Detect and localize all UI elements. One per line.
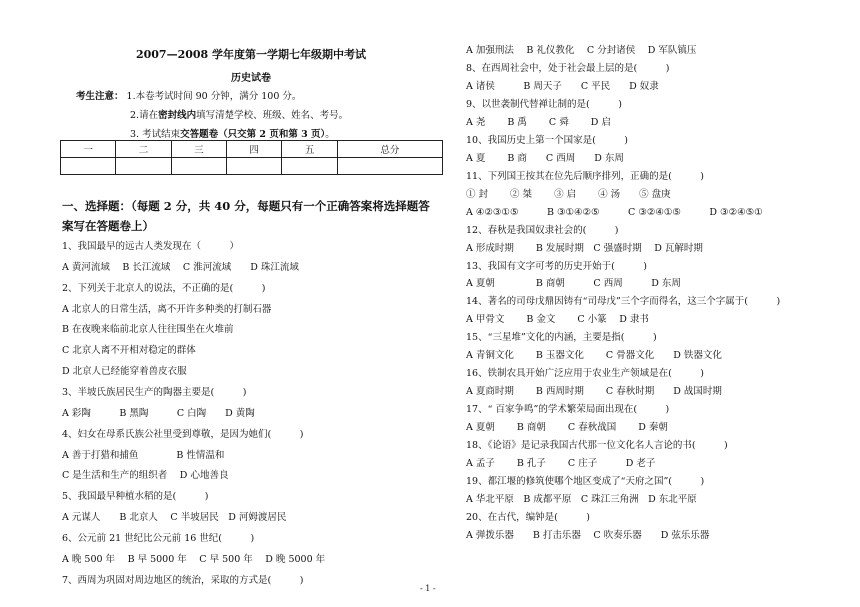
score-blank-cell (282, 158, 337, 175)
score-table-header-row (61, 141, 443, 158)
question-line: 13、我国有文字可考的历史开始于( ) (466, 260, 648, 272)
question-line: A 甲骨文 B 金文 C 小篆 D 隶书 (466, 314, 649, 326)
note-3-text-a: 3. 考试结束 (130, 129, 181, 140)
question-line: A 彩陶 B 黑陶 C 白陶 D 黄陶 (62, 407, 255, 419)
question-line: A 孟子 B 孔子 C 庄子 D 老子 (466, 458, 656, 470)
question-line: A 元谋人 B 北京人 C 半坡居民 D 河姆渡居民 (62, 512, 287, 524)
question-line: A 加强刑法 B 礼仪教化 C 分封诸侯 D 军队镇压 (466, 45, 697, 56)
question-line: A 弹拨乐器 B 打击乐器 C 吹奏乐器 D 弦乐乐器 (466, 529, 710, 541)
question-line: 9、以世袭制代替禅让制的是( ) (466, 98, 622, 110)
question-line: 7、西周为巩固对周边地区的统治，采取的方式是( ) (62, 574, 304, 586)
question-line: 16、铁制农具开始广泛应用于农业生产领域是在( ) (466, 368, 705, 380)
score-header-cell: 五 (282, 141, 337, 158)
question-line: 3、半坡氏族居民生产的陶器主要是( ) (62, 386, 247, 398)
question-line: A 华北平原 B 成都平原 C 珠江三角洲 D 东北平原 (466, 494, 697, 505)
question-line: B 在夜晚来临前北京人往往围坐在火堆前 (62, 324, 234, 336)
question-line: ① 封 ② 桀 ③ 启 ④ 汤 ⑤ 盘庚 (466, 188, 671, 200)
note-1-text: 1.本卷考试时间 90 分钟，满分 100 分。 (126, 91, 302, 102)
question-line: 10、我国历史上第一个国家是( ) (466, 134, 629, 146)
note-3-text-c: 。 (325, 129, 335, 140)
question-line: 11、下列国王按其在位先后顺序排列，正确的是( ) (466, 170, 705, 182)
question-line: 18、《论语》是记录我国古代那一位文化名人言论的书( ) (466, 440, 728, 452)
question-line: A 北京人的日常生活，离不开许多种类的打制石器 (62, 303, 272, 315)
question-line: 4、妇女在母系氏族公社里受到尊敬，是因为她们( ) (62, 428, 304, 440)
question-line: D 北京人已经能穿着兽皮衣服 (62, 366, 187, 378)
question-line: A 黄河流域 B 长江流域 C 淮河流域 D 珠江流域 (62, 261, 299, 273)
score-header-cell: 一 (61, 141, 116, 158)
question-line: A 尧 B 禹 C 舜 D 启 (466, 116, 611, 128)
question-line: A 形成时期 B 发展时期 C 强盛时期 D 瓦解时期 (466, 242, 703, 254)
exam-note-1 (76, 88, 301, 102)
question-line: 8、在西周社会中，处于社会最上层的是( ) (466, 62, 670, 74)
score-table-blank-row (61, 158, 443, 175)
question-line: 5、我国最早种植水稻的是( ) (62, 491, 209, 503)
question-line: A ④②③①⑤ B ③①④②⑤ C ③②④①⑤ D ③②④⑤① (466, 206, 763, 218)
question-line: A 晚 500 年 B 早 5000 年 C 早 500 年 D 晚 5000 年 (62, 553, 326, 565)
score-header-cell: 四 (226, 141, 281, 158)
question-line: A 夏朝 B 商朝 C 春秋战国 D 秦朝 (466, 422, 668, 434)
score-table (60, 140, 443, 175)
note-2-text-b: 密封线内 (158, 110, 197, 121)
score-blank-cell (226, 158, 281, 175)
question-line: 1、我国最早的远古人类发现在（ ） (62, 241, 240, 252)
question-line: 15、“三星堆”文化的内涵，主要是指( ) (466, 332, 657, 344)
score-blank-cell (171, 158, 226, 175)
exam-title: 2007—2008 学年度第一学期七年级期中考试 (135, 48, 367, 61)
question-line: C 是生活和生产的组织者 D 心地善良 (62, 470, 229, 482)
score-header-cell: 总分 (337, 141, 442, 158)
notes-label: 考生注意： (76, 91, 124, 102)
note-2-text-a: 2.请在 (130, 110, 159, 121)
question-line: 6、公元前 21 世纪比公元前 16 世纪( ) (62, 532, 255, 544)
exam-subtitle: 历史试卷 (231, 73, 271, 84)
question-line: 14、著名的司母戊鼎因铸有“司母戊”三个字而得名，这三个字属于( ) (466, 296, 781, 308)
section-heading: 一、选择题：（每题 2 分，共 40 分，每题只有一个正确答案将选择题答案写在答题卷上） (62, 199, 430, 233)
question-line: 17、“ 百家争鸣”的学术繁荣局面出现在( ) (466, 404, 670, 416)
score-blank-cell (337, 158, 442, 175)
exam-note-2 (130, 107, 348, 121)
question-line: 19、都江堰的修筑使哪个地区变成了“天府之国”( ) (466, 476, 705, 488)
question-line: C 北京人离不开相对稳定的群体 (62, 345, 196, 357)
question-line: 20、在古代，编钟是( ) (466, 511, 591, 523)
score-blank-cell (116, 158, 171, 175)
question-line: A 诸侯 B 周天子 C 平民 D 奴隶 (466, 80, 659, 92)
exam-note-3 (130, 126, 335, 140)
note-3-text-b: 交答题卷（只交第 2 页和第 3 页） (180, 129, 326, 140)
question-line: A 夏朝 B 商朝 C 西周 D 东周 (466, 278, 681, 290)
note-2-text-c: 填写清楚学校、班级、姓名、考号。 (196, 110, 349, 121)
question-line: A 青铜文化 B 玉器文化 C 骨器文化 D 铁器文化 (466, 350, 722, 362)
score-header-cell: 三 (171, 141, 226, 158)
score-header-cell: 二 (116, 141, 171, 158)
page-number: - 1 - (420, 584, 436, 593)
question-line: A 善于打猎和捕鱼 B 性情温和 (62, 449, 225, 461)
question-line: 2、下列关于北京人的说法，不正确的是( ) (62, 282, 266, 294)
question-line: A 夏 B 商 C 西周 D 东周 (466, 152, 624, 164)
question-line: A 夏商时期 B 西周时期 C 春秋时期 D 战国时期 (466, 386, 722, 398)
question-line: 12、春秋是我国奴隶社会的( ) (466, 224, 619, 236)
score-blank-cell (61, 158, 116, 175)
